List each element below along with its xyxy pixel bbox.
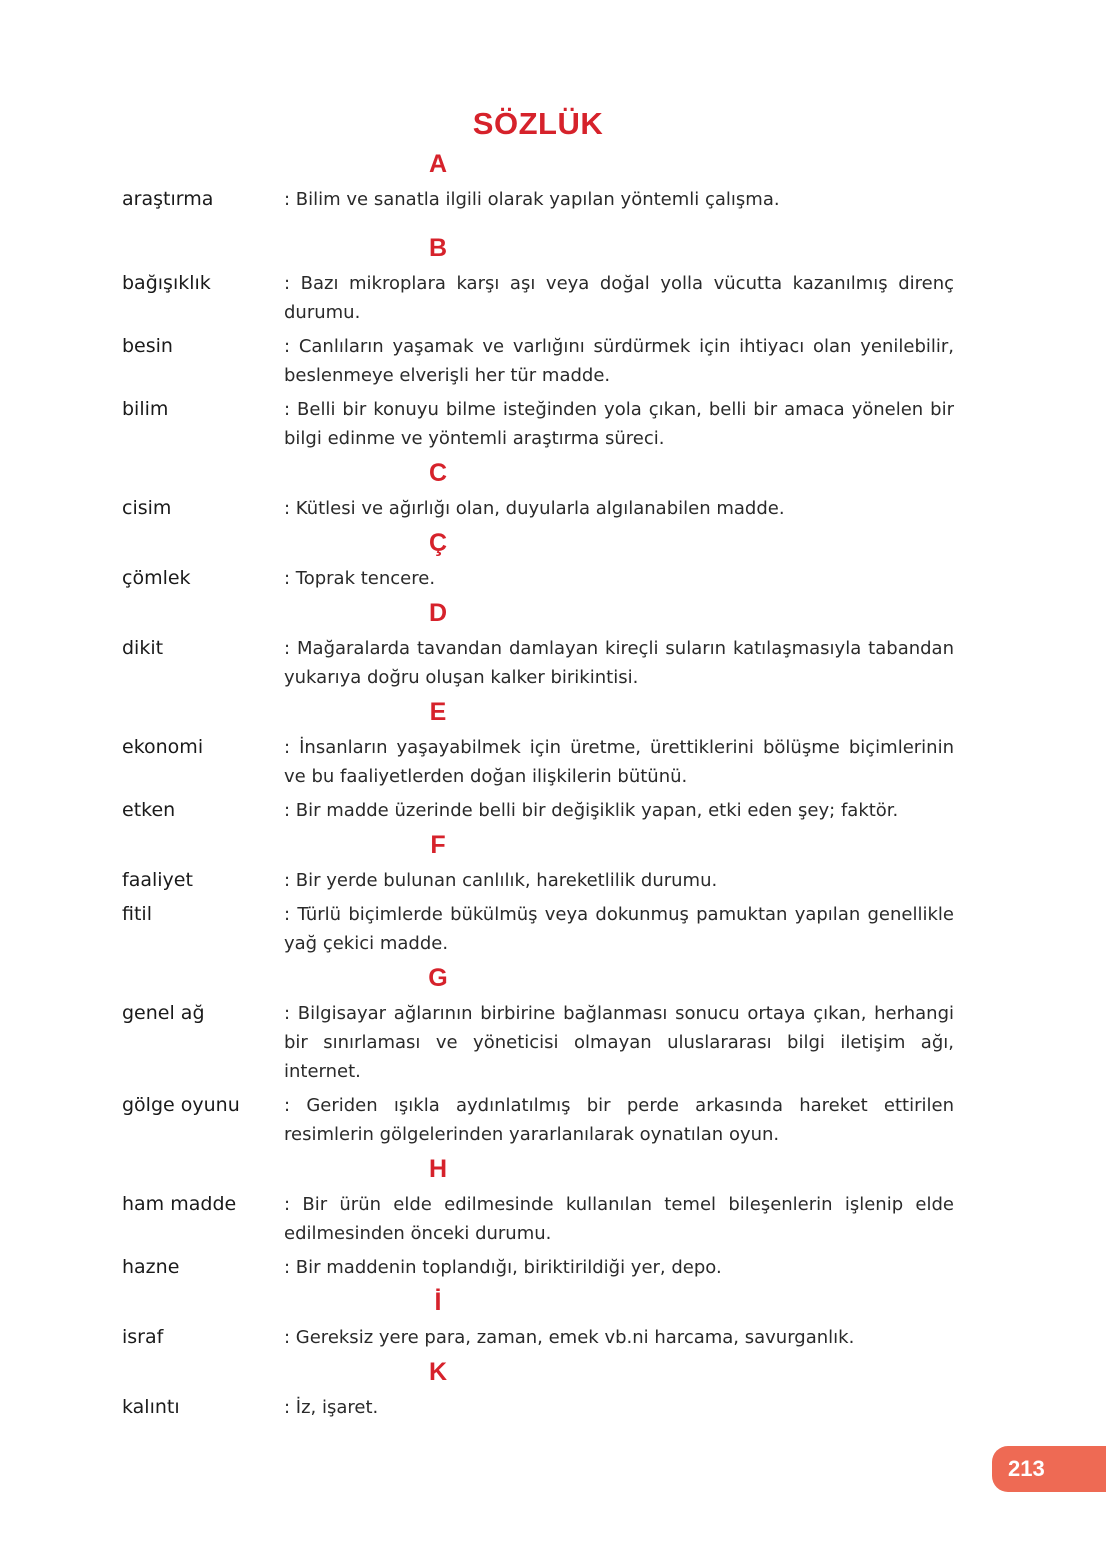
dictionary-entry xyxy=(122,332,954,390)
dictionary-entry xyxy=(122,796,954,825)
section-letter: B xyxy=(428,234,448,262)
entry-term: hazne xyxy=(122,1256,180,1278)
section-letter: İ xyxy=(434,1288,442,1316)
dictionary-entry xyxy=(122,1190,954,1248)
entry-term: cisim xyxy=(122,497,172,519)
entry-term: ham madde xyxy=(122,1193,237,1215)
entry-definition: : Geriden ışıkla aydınlatılmış bir perde arkasında hareket ettirilen resimlerin gölgelerinden yararlanılarak oynatılan oyun. xyxy=(284,1095,954,1145)
entry-term: çömlek xyxy=(122,567,191,589)
dictionary-entry xyxy=(122,999,954,1086)
dictionary-entry xyxy=(122,269,954,327)
section-letter: F xyxy=(430,831,446,859)
dictionary-entry xyxy=(122,1253,954,1282)
entry-definition: : Bazı mikroplara karşı aşı veya doğal yolla vücutta kazanılmış direnç durumu. xyxy=(284,273,954,323)
entry-definition: : İnsanların yaşayabilmek için üretme, ürettiklerini bölüşme biçimlerinin ve bu faaliyetlerden doğan ilişkilerin bütünü. xyxy=(284,737,954,787)
section-letter: K xyxy=(428,1358,448,1386)
section-letter: D xyxy=(428,599,448,627)
entry-term: dikit xyxy=(122,637,164,659)
entry-definition: : Bir maddenin toplandığı, biriktirildiği yer, depo. xyxy=(284,1257,722,1278)
dictionary-entry xyxy=(122,733,954,791)
entry-term: kalıntı xyxy=(122,1396,180,1418)
section-letter: C xyxy=(428,459,448,487)
page-title: SÖZLÜK xyxy=(472,106,604,141)
dictionary-entry xyxy=(122,564,954,593)
section-letter: Ç xyxy=(428,529,448,557)
entry-definition: : Türlü biçimlerde bükülmüş veya dokunmuş pamuktan yapılan genellikle yağ çekici madde. xyxy=(284,904,954,954)
entry-term: faaliyet xyxy=(122,869,193,891)
entry-definition: : Bir ürün elde edilmesinde kullanılan temel bileşenlerin işlenip elde edilmesinden önceki durumu. xyxy=(284,1194,954,1244)
entry-definition: : Bilgisayar ağlarının birbirine bağlanması sonucu ortaya çıkan, herhangi bir sınırlaması ve yöneticisi olmayan uluslararası bilgi iletişim ağı, internet. xyxy=(284,1003,954,1082)
entry-term: araştırma xyxy=(122,188,214,210)
dictionary-entry xyxy=(122,866,954,895)
entry-definition: : Kütlesi ve ağırlığı olan, duyularla algılanabilen madde. xyxy=(284,498,785,519)
entry-term: ekonomi xyxy=(122,736,204,758)
dictionary-entry xyxy=(122,395,954,453)
entry-term: etken xyxy=(122,799,176,821)
dictionary-entry xyxy=(122,185,954,214)
entry-definition: : Bir madde üzerinde belli bir değişiklik yapan, etki eden şey; faktör. xyxy=(284,800,899,821)
page-number: 213 xyxy=(1008,1456,1045,1481)
dictionary-entry xyxy=(122,1091,954,1149)
entry-definition: : Belli bir konuyu bilme isteğinden yola çıkan, belli bir amaca yönelen bir bilgi edinme ve yöntemli araştırma süreci. xyxy=(284,399,954,449)
section-letter: G xyxy=(428,964,448,992)
dictionary-entry xyxy=(122,634,954,692)
dictionary-entry xyxy=(122,900,954,958)
entry-term: fitil xyxy=(122,903,152,925)
entry-term: genel ağ xyxy=(122,1002,205,1024)
entry-definition: : Mağaralarda tavandan damlayan kireçli suların katılaşmasıyla tabandan yukarıya doğru oluşan kalker birikintisi. xyxy=(284,638,954,688)
dictionary-list xyxy=(122,148,954,1426)
entry-definition: : İz, işaret. xyxy=(284,1397,379,1418)
entry-term: besin xyxy=(122,335,173,357)
section-letter: E xyxy=(429,698,447,726)
entry-term: bilim xyxy=(122,398,169,420)
entry-definition: : Bilim ve sanatla ilgili olarak yapılan yöntemli çalışma. xyxy=(284,189,780,210)
dictionary-entry xyxy=(122,494,954,523)
entry-term: gölge oyunu xyxy=(122,1094,240,1116)
entry-definition: : Canlıların yaşamak ve varlığını sürdürmek için ihtiyacı olan yenilebilir, beslenmeye elverişli her tür madde. xyxy=(284,336,954,386)
entry-definition: : Bir yerde bulunan canlılık, hareketlilik durumu. xyxy=(284,870,718,891)
dictionary-entry xyxy=(122,1393,954,1422)
section-letter: A xyxy=(428,150,448,178)
section-letter: H xyxy=(428,1155,448,1183)
entry-definition: : Gereksiz yere para, zaman, emek vb.ni harcama, savurganlık. xyxy=(284,1327,855,1348)
entry-definition: : Toprak tencere. xyxy=(284,568,436,589)
entry-term: israf xyxy=(122,1326,164,1348)
entry-term: bağışıklık xyxy=(122,272,211,294)
dictionary-entry xyxy=(122,1323,954,1352)
